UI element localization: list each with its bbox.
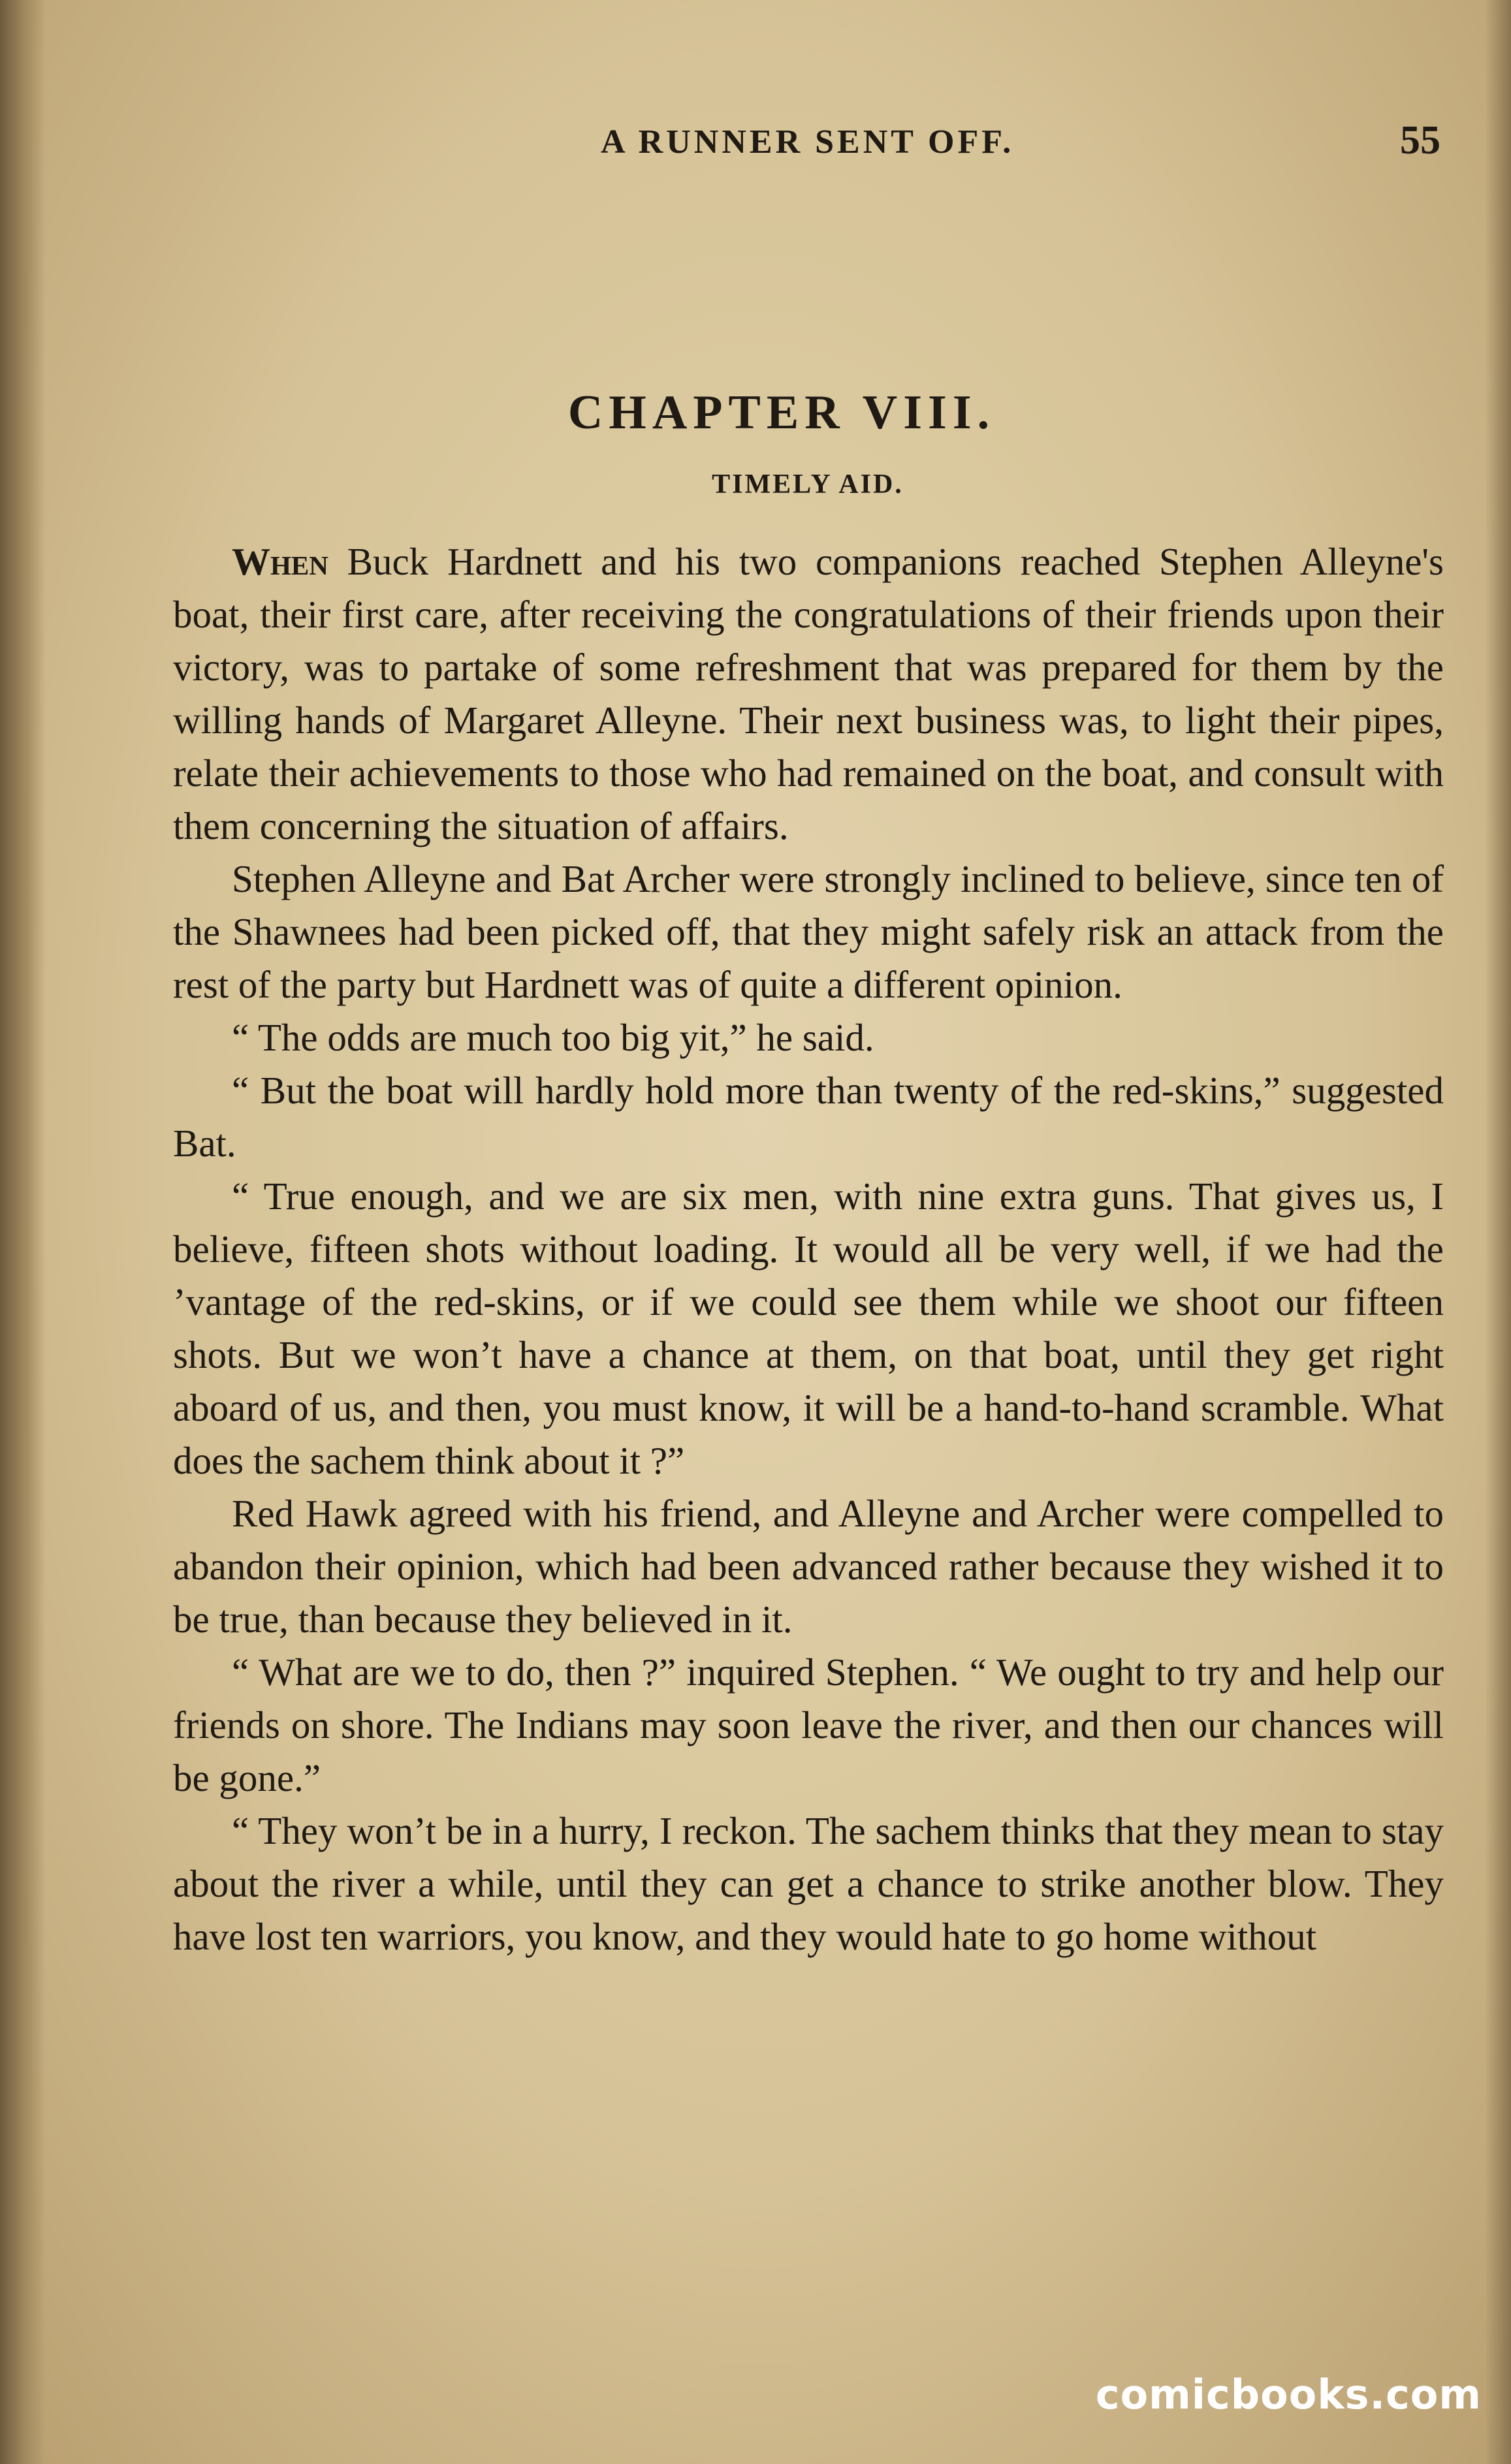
chapter-body: [173, 535, 1444, 1963]
paragraph: [173, 535, 1444, 853]
chapter-subtitle: TIMELY AID.: [712, 469, 904, 499]
page-number: 55: [1400, 118, 1440, 163]
paragraph: “ What are we to do, then ?” inquired Stephen. “ We ought to try and help our friends on shore. The Indians may soon leave the river, and then our chances will be gone.”: [173, 1651, 1444, 1799]
paragraph: “ They won’t be in a hurry, I reckon. The sachem thinks that they mean to stay about the river a while, until they can get a chance to strike another blow. They have lost ten warriors, you know, and they would hate to go home without: [173, 1809, 1444, 1958]
paragraph: “ The odds are much too big yit,” he said.: [232, 1016, 874, 1059]
page-outer-edge: [1485, 0, 1511, 2464]
running-head: A RUNNER SENT OFF.: [601, 123, 1015, 161]
opening-word: When: [232, 540, 328, 583]
paragraph: Stephen Alleyne and Bat Archer were strongly inclined to believe, since ten of the Shawnees had been picked off, that they might safely risk an attack from the rest of the party but Hardnett was of quite a different opinion.: [173, 857, 1444, 1006]
watermark: comicbooks.com: [1095, 2371, 1482, 2418]
paragraph: “ True enough, and we are six men, with nine extra guns. That gives us, I believe, fifteen shots without loading. It would all be very well, if we had the ’vantage of the red-skins, or if we could see them while we shoot our fifteen shots. But we won’t have a chance at them, on that boat, until they get right aboard of us, and then, you must know, it will be a hand-to-hand scramble. What does the sachem think about it ?”: [173, 1175, 1444, 1482]
chapter-title: CHAPTER VIII.: [567, 386, 996, 439]
paragraph: “ But the boat will hardly hold more than twenty of the red-skins,” suggested Bat.: [173, 1069, 1444, 1165]
paragraph-text: Buck Hardnett and his two companions reached Stephen Alleyne's boat, their first care, after receiving the congratulations of their friends upon their victory, was to partake of some refreshment that was prepared for them by the willing hands of Margaret Alleyne. Their next business was, to light their pipes, relate their achievements to those who had remained on the boat, and consult with them concerning the situation of affairs.: [173, 540, 1444, 847]
page-binding-edge: [0, 0, 46, 2464]
paragraph: Red Hawk agreed with his friend, and Alleyne and Archer were compelled to abandon their opinion, which had been advanced rather because they wished it to be true, than because they believed in it.: [173, 1492, 1444, 1641]
